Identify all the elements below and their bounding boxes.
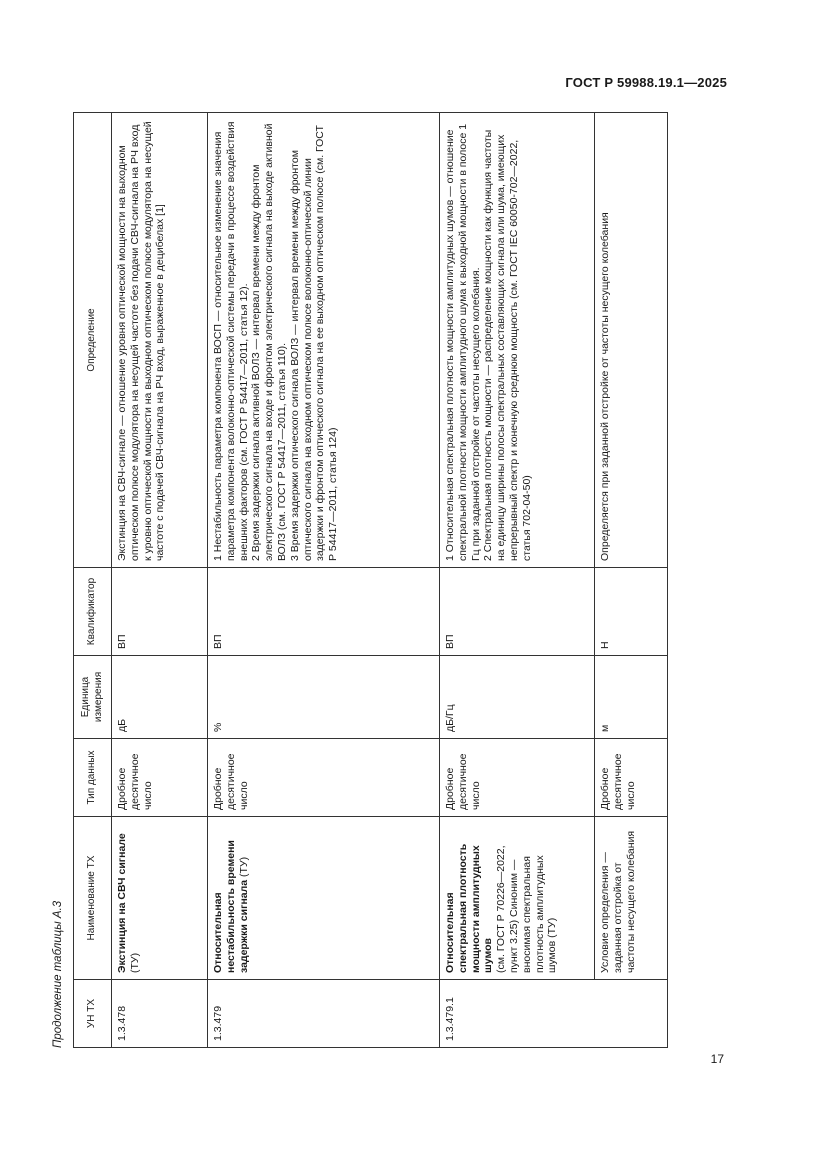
col-header-name: Наименование ТХ	[74, 817, 112, 980]
cell-qualifier: ВП	[440, 568, 595, 656]
cell-name	[112, 817, 208, 980]
cell-id: 1.3.478	[112, 980, 208, 1048]
cell-qualifier: ВП	[208, 568, 440, 656]
cell-type: Дробное десятичное число	[112, 739, 208, 817]
col-header-unit: Единица измерения	[74, 656, 112, 739]
col-header-id: УН ТХ	[74, 980, 112, 1048]
cell-unit: дБ/Гц	[440, 656, 595, 739]
rotated-table-area	[52, 113, 667, 1048]
characteristics-table	[73, 112, 668, 1048]
cell-definition: Определяется при заданной отстройке от частоты несущего колебания	[595, 113, 668, 568]
cell-definition	[112, 113, 208, 568]
definition-text: 3 Время задержки оптического сигнала ВОЛЗ — интервал времени между фронтом оптического сигнала на входном оптическом полюсе волоконно-оптической линии задержки и фронтом оптического сигнала на ее выходном оптическом полюсе (см. ГОСТ Р 54417—2011, статья 124)	[288, 125, 340, 561]
definition-text: 2 Время задержки сигнала активной ВОЛЗ — интервал времени между фронтом электрического сигнала на входе и фронтом электрического сигнала на выходе активной ВОЛЗ (см. ГОСТ Р 54417—2011, статья 110).	[250, 123, 288, 561]
col-header-definition: Определение	[74, 113, 112, 568]
cell-definition	[440, 113, 595, 568]
cell-name	[440, 817, 595, 980]
name-rest: (ТУ)	[128, 952, 141, 973]
page-number: 17	[710, 1052, 724, 1066]
table-caption: Продолжение таблицы А.3	[52, 900, 64, 1048]
definition-text: Экстинция на СВЧ-сигнале — отношение уровня оптической мощности на выходном оптическом полюсе модулятора на несущей частоте без подачи СВЧ-сигнала на РЧ вход к уровню оптической мощности на выходном оптическом полюсе модулятора на несущей частоте с подачей СВЧ-сигнала на РЧ вход, выраженное в децибелах [1]	[116, 121, 167, 561]
col-header-type: Тип данных	[74, 739, 112, 817]
cell-id: 1.3.479	[208, 980, 440, 1048]
name-bold: Относительная нестабильность времени задержки сигнала	[212, 840, 250, 973]
document-code: ГОСТ Р 59988.19.1—2025	[565, 75, 727, 90]
cell-type: Дробное десятичное число	[208, 739, 440, 817]
definition-text: 1 Нестабильность параметра компонента ВОСП — относительное изменение значения параметра компонента волоконно-оптической системы передачи в процессе воздействия внешних факторов (см. ГОСТ Р 54417—2011, статья 12).	[212, 121, 250, 561]
cell-id: 1.3.479.1	[440, 980, 668, 1048]
name-rest: (ТУ)	[237, 856, 250, 880]
table-row	[112, 113, 208, 1048]
cell-qualifier: ВП	[112, 568, 208, 656]
cell-name: Условие определения — заданная отстройка от частоты несущего колебания	[595, 817, 668, 980]
table-row	[440, 113, 595, 1048]
name-bold: Относительная спектральная плотность мощности амплитудных шумов	[444, 843, 495, 973]
cell-type: Дробное десятичное число	[440, 739, 595, 817]
cell-name	[208, 817, 440, 980]
table-row	[208, 113, 440, 1048]
cell-unit: м	[595, 656, 668, 739]
cell-type: Дробное десятичное число	[595, 739, 668, 817]
cell-qualifier: Н	[595, 568, 668, 656]
col-header-qualifier: Квалификатор	[74, 568, 112, 656]
cell-unit: дБ	[112, 656, 208, 739]
table-header-row	[74, 113, 112, 1048]
name-bold: Экстинция на СВЧ сигнале	[116, 833, 128, 973]
name-rest: (см. ГОСТ Р 70226—2022, пункт 3.25) Синоним — вносимая спектральная плотность амплитудных шумов (ТУ)	[495, 845, 559, 973]
definition-text: 1 Относительная спектральная плотность мощности амплитудных шумов — отношение спектральной плотности мощности амплитудного шума к выходной мощности в полосе 1 Гц при заданной отстройке от частоты несущего колебания.	[444, 123, 482, 561]
definition-text: 2 Спектральная плотность мощности — распределение мощности как функция частоты на единицу ширины полосы спектральных составляющих сигнала или шума, имеющих непрерывный спектр и конечную среднюю мощность (см. ГОСТ IEC 60050-702—2022, статья 702-04-50)	[482, 129, 533, 561]
cell-unit: %	[208, 656, 440, 739]
table-subrow	[595, 113, 668, 1048]
cell-definition	[208, 113, 440, 568]
